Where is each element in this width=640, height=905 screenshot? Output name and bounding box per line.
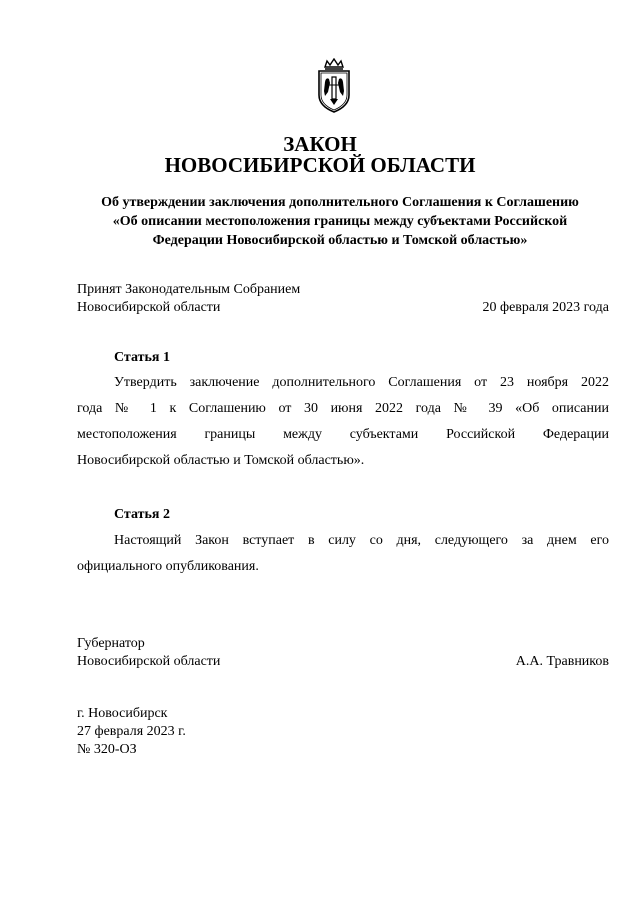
region-title: НОВОСИБИРСКОЙ ОБЛАСТИ [164,153,476,177]
coat-of-arms-icon [316,58,352,114]
law-number: № 320-ОЗ [77,742,137,757]
article-line: местоположения границы между субъектами Российской Федерации [77,427,609,442]
signatory-region: Новосибирской области [77,654,221,669]
article-1-text [77,370,609,474]
article-2-text [77,528,609,580]
place-date-number [77,705,186,759]
adoption-date: 20 февраля 2023 года [482,300,609,315]
signing-city: г. Новосибирск [77,706,168,721]
article-line: Утвердить заключение дополнительного Соглашения от 23 ноября 2022 [114,375,609,390]
article-line: Новосибирской областью и Томской областью». [77,453,365,468]
signatory-name: А.А. Травников [515,654,609,669]
article-2-title: Статья 2 [114,507,170,522]
signature-block [77,635,609,671]
subtitle-line: Об утверждении заключения дополнительного Соглашения к Соглашению [101,195,579,210]
signatory-position: Губернатор [77,636,145,651]
adoption-line: Принят Законодательным Собранием [77,282,301,297]
law-title: ЗАКОН [283,132,357,156]
adoption-block [77,281,609,317]
signing-date: 27 февраля 2023 г. [77,724,186,739]
article-line: года № 1 к Соглашению от 30 июня 2022 года № 39 «Об описании [77,401,609,416]
article-1-title: Статья 1 [114,350,170,365]
adoption-body: Новосибирской области [77,300,221,315]
article-line: официального опубликования. [77,559,259,574]
article-line: Настоящий Закон вступает в силу со дня, следующего за днем его [114,533,609,548]
subtitle-line: «Об описании местоположения границы между субъектами Российской [112,214,568,229]
law-subtitle [60,193,620,250]
subtitle-line: Федерации Новосибирской областью и Томской областью» [152,233,528,248]
